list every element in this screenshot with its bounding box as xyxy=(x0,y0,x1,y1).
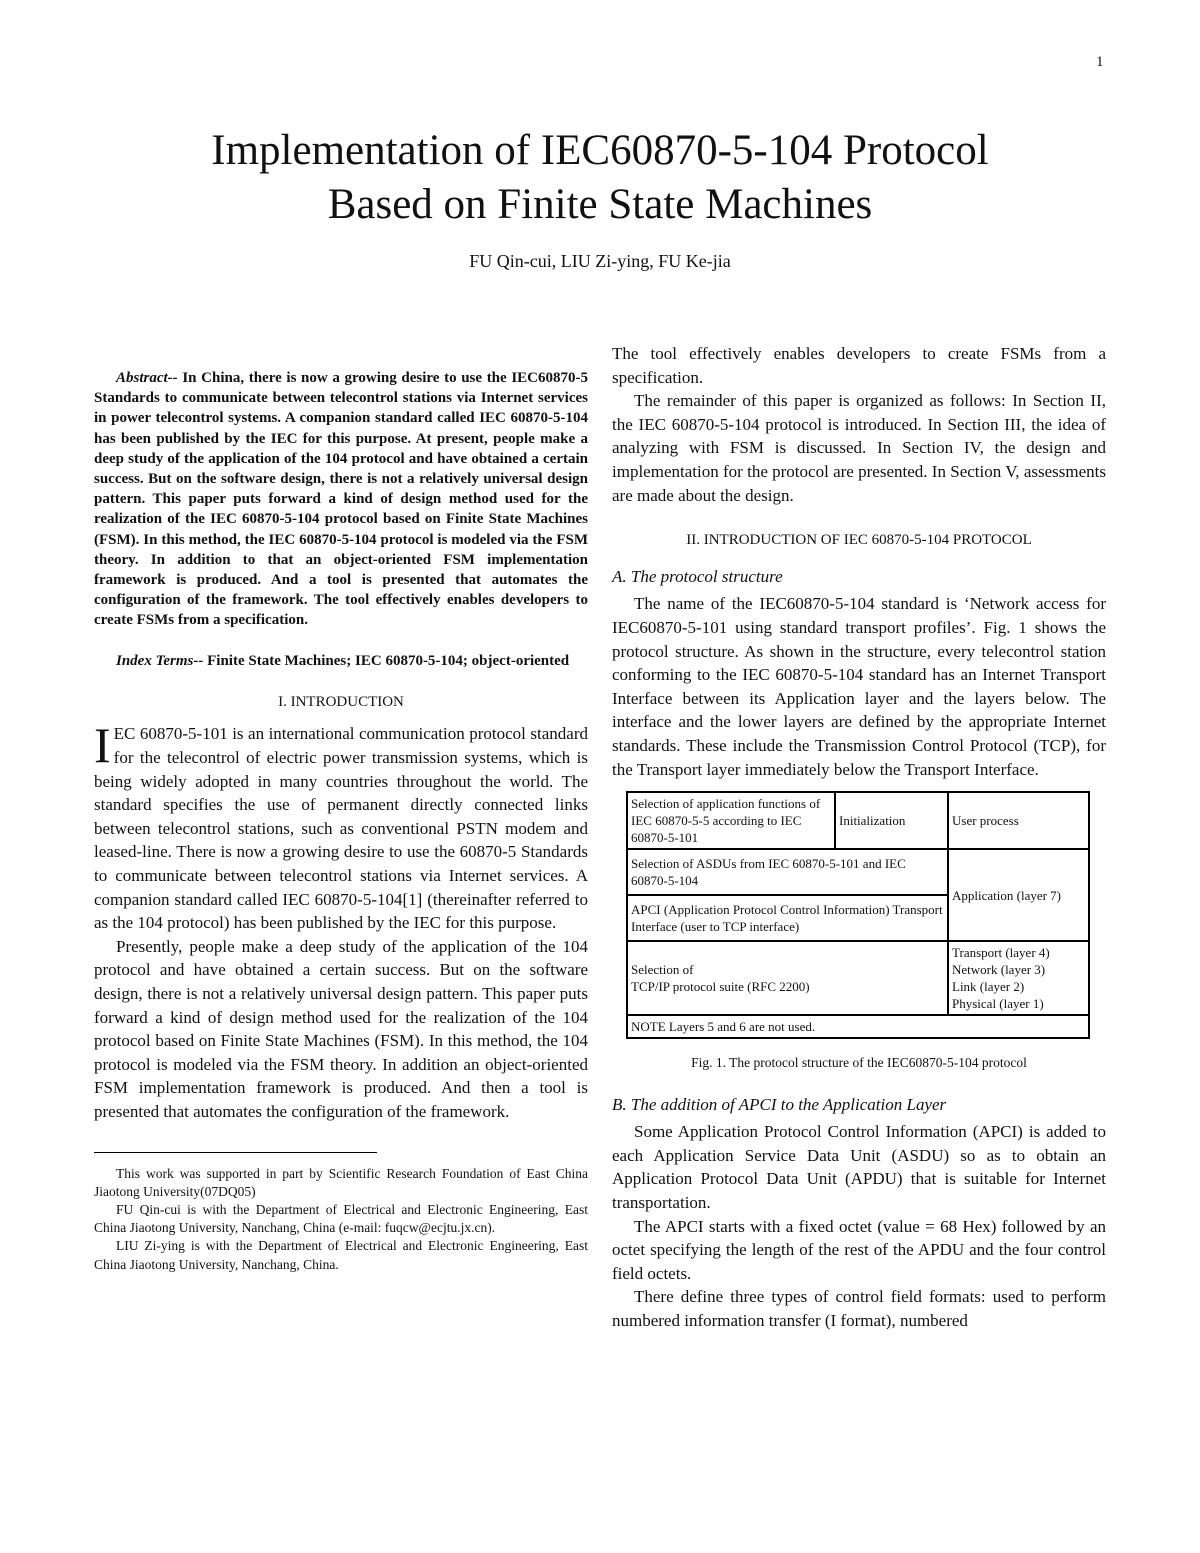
title-line-1: Implementation of IEC60870-5-104 Protocol xyxy=(211,127,989,174)
cell-initialization: Initialization xyxy=(835,792,948,849)
paper-title xyxy=(0,124,1200,232)
author-list: FU Qin-cui, LIU Zi-ying, FU Ke-jia xyxy=(469,251,731,271)
index-terms-label: Index Terms-- xyxy=(116,652,204,669)
cell-apci: APCI (Application Protocol Control Information) Transport Interface (user to TCP interface) xyxy=(627,895,948,941)
section-heading-introduction: I. INTRODUCTION xyxy=(278,693,404,710)
apci-paragraph-2: The APCI starts with a fixed octet (value = 68 Hex) followed by an octet specifying the length of the rest of the APDU and the four control field octets. xyxy=(612,1216,1106,1283)
figure-caption: Fig. 1. The protocol structure of the IEC60870-5-104 protocol xyxy=(691,1055,1027,1071)
abstract-label: Abstract-- xyxy=(116,370,178,386)
abstract xyxy=(94,368,588,631)
layer-link: Link (layer 2) xyxy=(952,979,1025,995)
title-line-2: Based on Finite State Machines xyxy=(327,181,873,228)
abstract-continuation: The tool effectively enables developers to create FSMs from a specification. xyxy=(612,344,1106,387)
organization-paragraph: The remainder of this paper is organized as follows: In Section II, the IEC 60870-5-104 protocol is introduced. In Section III, the idea of analyzing with FSM is discussed. In Section IV, the design and implementation for the protocol are presented. In Section V, assessments are made about the design. xyxy=(612,391,1106,505)
footnote-author-2: LIU Zi-ying is with the Department of Electrical and Electronic Engineering, East China Jiaotong University, Nanchang, China. xyxy=(94,1238,588,1272)
left-column xyxy=(94,368,588,1274)
cell-tcpip-line-1: Selection of xyxy=(631,962,694,978)
page-number: 1 xyxy=(1096,54,1104,70)
cell-tcpip-selection xyxy=(627,941,948,1015)
protocol-structure-table xyxy=(626,791,1090,1039)
cell-asdu-selection: Selection of ASDUs from IEC 60870-5-101 and IEC 60870-5-104 xyxy=(627,849,948,895)
apci-paragraph-3: There define three types of control field formats: used to perform numbered information transfer (I format), numbered xyxy=(612,1287,1106,1331)
abstract-text: In China, there is now a growing desire to use the IEC60870-5 Standards to communicate between telecontrol stations via Internet services in power telecontrol systems. A companion standard called IEC 60870-5-104 has been published by the IEC for this purpose. At present, people make a deep study of the application of the 104 protocol and have obtained a certain success. But on the software design, there is not a relatively universal design pattern. This paper puts forward a kind of design method used for the realization of the IEC 60870-5-104 protocol based on Finite State Machines (FSM). In this method, the IEC 60870-5-104 protocol is modeled via the FSM theory. In addition to that an object-oriented FSM implementation framework is produced. And a tool is presented that automates the configuration of the framework. The tool effectively enables developers to create FSMs from a specification. xyxy=(94,370,588,629)
index-terms-text: Finite State Machines; IEC 60870-5-104; object-oriented xyxy=(203,652,570,669)
footnote-author-1: FU Qin-cui is with the Department of Electrical and Electronic Engineering, East China Jiaotong University, Nanchang, China (e-mail: fuqcw@ecjtu.jx.cn). xyxy=(94,1201,588,1236)
protocol-structure-paragraph: The name of the IEC60870-5-104 standard is ‘Network access for IEC60870-5-101 using standard transport profiles’. Fig. 1 shows the protocol structure. As shown in the structure, every telecontrol station conforming to the IEC 60870-5-104 standard has an Internet Transport Interface between its Application layer and the layers below. The interface and the lower layers are defined by the appropriate Internet standards. These include the Transmission Control Protocol (TCP), for the Transport layer immediately below the Transport Interface. xyxy=(612,594,1106,779)
layer-physical: Physical (layer 1) xyxy=(952,996,1044,1012)
intro-paragraph-2: Presently, people make a deep study of the application of the 104 protocol and have obtained a certain success. But on the software design, there is not a relatively universal design pattern. This paper puts forward a kind of design method used for the realization of the 104 protocol based on Finite State Machines (FSM). In this method, the 104 protocol is modeled via the FSM theory. In addition an object-oriented FSM implementation framework is produced. And then a tool is presented that automates the configuration of the framework. xyxy=(94,936,588,1121)
layer-transport: Transport (layer 4) xyxy=(952,945,1050,961)
layer-network: Network (layer 3) xyxy=(952,962,1046,978)
cell-application-layer: Application (layer 7) xyxy=(948,849,1089,941)
cell-application-functions: Selection of application functions of IEC 60870-5-5 according to IEC 60870-5-101 xyxy=(627,792,835,849)
footnote-funding: This work was supported in part by Scientific Research Foundation of East China Jiaotong University(07DQ05) xyxy=(94,1165,588,1199)
apci-paragraph-1: Some Application Protocol Control Information (APCI) is added to each Application Service Data Unit (ASDU) so as to obtain an Application Protocol Data Unit (APDU) that is suitable for Internet transportation. xyxy=(612,1122,1106,1213)
footnote-divider xyxy=(94,1152,377,1153)
subsection-heading-b: B. The addition of APCI to the Application Layer xyxy=(612,1094,947,1114)
cell-lower-layers xyxy=(948,941,1089,1015)
cell-note: NOTE Layers 5 and 6 are not used. xyxy=(627,1015,1089,1038)
drop-cap: I xyxy=(94,717,111,774)
intro-paragraph-1-text: EC 60870-5-101 is an international communication protocol standard for the telecontrol of electric power transmission systems, which is being widely adopted in many countries throughout the world. The standard specifies the use of permanent directly connected links between telecontrol stations, such as conventional PSTN modem and leased-line. There is now a growing desire to use the 60870-5 Standards to communicate between telecontrol stations via Internet services. A companion standard called IEC 60870-5-104[1] (thereinafter referred to as the 104 protocol) has been published by the IEC for this purpose. xyxy=(94,724,588,933)
index-terms xyxy=(94,651,588,671)
cell-tcpip-line-2: TCP/IP protocol suite (RFC 2200) xyxy=(631,979,810,995)
section-heading-protocol: II. INTRODUCTION OF IEC 60870-5-104 PROTOCOL xyxy=(686,532,1032,549)
cell-user-process: User process xyxy=(948,792,1089,849)
intro-paragraph-1 xyxy=(94,717,588,934)
right-column xyxy=(612,342,1106,1333)
subsection-heading-a: A. The protocol structure xyxy=(612,566,783,586)
